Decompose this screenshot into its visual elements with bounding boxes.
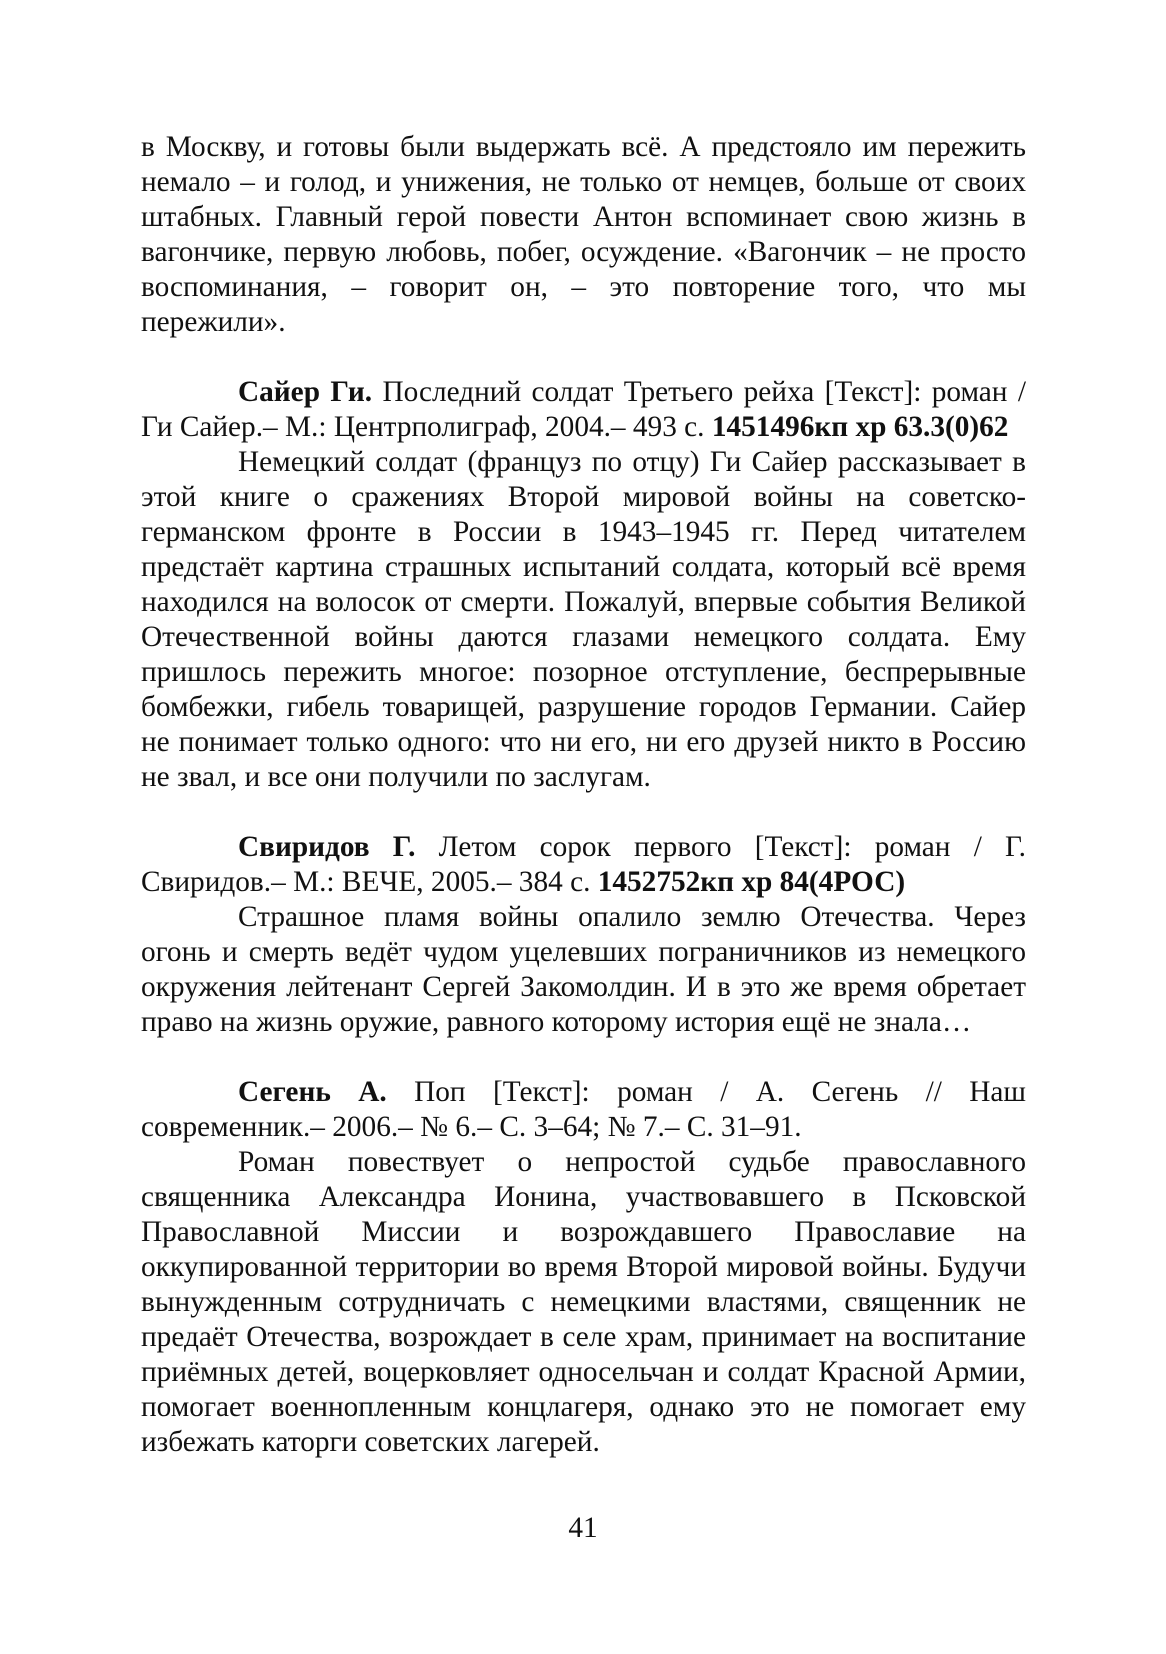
entry-annotation: Роман повествует о непростой судьбе православного священника Александра Ионина, участвовавшего в Псковской Православной Миссии и возрождавшего Православие на оккупированной территории во время Второй мировой войны. Будучи вынужденным сотрудничать с немецкими властями, священник не предаёт Отечества, возрождает в селе храм, принимает на воспитание приёмных детей, воцерковляет односельчан и солдат Красной Армии, помогает военнопленным концлагеря, однако это не помогает ему избежать каторги советских лагерей. bbox=[141, 1146, 1026, 1458]
page-number: 41 bbox=[568, 1512, 598, 1544]
bibliographic-entry bbox=[141, 1075, 1026, 1145]
intro-paragraph: в Москву, и готовы были выдержать всё. А предстояло им пережить немало – и голод, и унижения, не только от немцев, больше от своих штабных. Главный герой повести Антон вспоминает свою жизнь в вагончике, первую любовь, побег, осуждение. «Вагончик – не просто воспоминания, – говорит он, – это повторение того, что мы пережили». bbox=[141, 131, 1026, 338]
entry-citation: Летом сорок первого [Текст]: роман / Г. Свиридов.– М.: ВЕЧЕ, 2005.– 384 с. bbox=[141, 831, 1026, 898]
entry-citation: Последний солдат Третьего рейха [Текст]: роман / Ги Сайер.– М.: Центрполиграф, 2004.– 493 с. bbox=[141, 376, 1026, 443]
entry-shelfmark: 1452752кп хр 84(4РОС) bbox=[597, 866, 906, 898]
entry-author: Свиридов Г. bbox=[238, 831, 416, 863]
entry-annotation: Немецкий солдат (француз по отцу) Ги Сайер рассказывает в этой книге о сражениях Второй мировой войны на советско-германском фронте в России в 1943–1945 гг. Перед читателем предстаёт картина страшных испытаний солдата, который всё время находился на волосок от смерти. Пожалуй, впервые события Великой Отечественной войны даются глазами немецкого солдата. Ему пришлось пережить многое: позорное отступление, беспрерывные бомбежки, гибель товарищей, разрушение городов Германии. Сайер не понимает только одного: что ни его, ни его друзей никто в Россию не звал, и все они получили по заслугам. bbox=[141, 446, 1026, 793]
entry-author: Сегень А. bbox=[238, 1076, 387, 1108]
bibliographic-entry bbox=[141, 830, 1026, 900]
page-body bbox=[141, 130, 1026, 1460]
entry-citation: Поп [Текст]: роман / А. Сегень // Наш современник.– 2006.– № 6.– С. 3–64; № 7.– С. 31–91. bbox=[141, 1076, 1026, 1143]
entry-annotation: Страшное пламя войны опалило землю Отечества. Через огонь и смерть ведёт чудом уцелевших пограничников из немецкого окружения лейтенант Сергей Закомолдин. И в это же время обретает право на жизнь оружие, равного которому история ещё не знала… bbox=[141, 901, 1026, 1038]
bibliographic-entry bbox=[141, 375, 1026, 445]
entry-shelfmark: 1451496кп хр 63.3(0)62 bbox=[711, 411, 1009, 443]
entry-author: Сайер Ги. bbox=[238, 376, 373, 408]
